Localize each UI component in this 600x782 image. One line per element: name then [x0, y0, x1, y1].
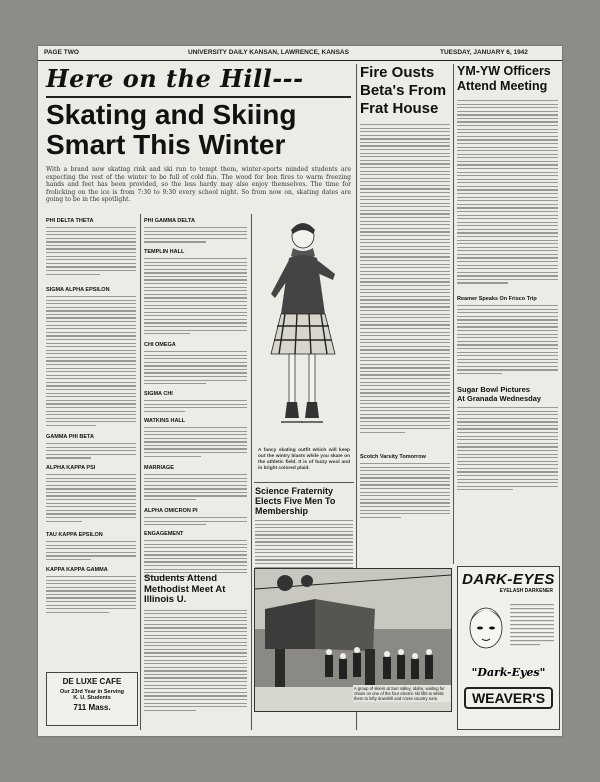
body-text-lines	[144, 227, 247, 249]
section-tau-kappa-epsilon: TAU KAPPA EPSILON	[46, 532, 103, 538]
sugar-bowl-headline-2: At Granada Wednesday	[457, 394, 542, 403]
section-chi-omega: CHI OMEGA	[144, 342, 176, 348]
body-text-lines	[457, 305, 558, 383]
body-text-lines	[144, 474, 247, 508]
story-rule	[254, 482, 354, 483]
page-label: PAGE TWO	[44, 49, 79, 56]
skating-lead: With a brand new skating rink and ski run to tempt them, winter-sports minded students are expecting the rest of the winter to be full of cold fun. The wood for bon fires to warm freezing hands and feet has been provided, so the less hardy may also enjoy themselves. The time for frolicking on the ice is from 7:30 to 9:30 every school night. So from now on, skating dates are going to be in the spotlight.	[46, 166, 351, 203]
skater-caption: A fancy skating outfit which will keep out the wintry blasts while you skate on the athletic field. It is of fuzzy wool and in bright colored plaid.	[258, 448, 350, 471]
dark-eyes-logo-small: "Dark-Eyes"	[471, 666, 546, 679]
headline-line-2: Smart This Winter	[46, 129, 286, 160]
society-column-2	[144, 218, 247, 588]
skater-illustration	[255, 214, 353, 454]
body-text-lines	[46, 576, 136, 626]
banner-text: Here on the Hill---	[46, 64, 304, 93]
column-rule	[251, 214, 252, 730]
methodist-story	[144, 574, 247, 720]
column-rule	[453, 64, 454, 564]
here-on-the-hill-banner	[46, 64, 351, 96]
section-engagement: ENGAGEMENT	[144, 531, 184, 537]
headline-line-1: Skating and Skiing	[46, 99, 297, 130]
skating-headline	[46, 100, 351, 160]
body-text-lines	[457, 407, 558, 499]
de-luxe-cafe-ad	[46, 672, 138, 726]
ym-yw-headline: YM-YW Officers Attend Meeting	[457, 64, 551, 93]
body-text-lines	[360, 463, 450, 527]
section-phi-gamma-delta: PHI GAMMA DELTA	[144, 218, 195, 224]
body-text-lines	[46, 474, 136, 532]
body-text-lines	[46, 296, 136, 434]
skater-fashion-drawing	[255, 214, 353, 454]
section-phi-delta-theta: PHI DELTA THETA	[46, 218, 94, 224]
body-text-lines	[360, 124, 450, 454]
methodist-headline: Students Attend Methodist Meet At Illinois U.	[144, 573, 226, 605]
body-text-lines	[144, 610, 247, 720]
section-alpha-omicron-pi: ALPHA OMICRON PI	[144, 508, 198, 514]
fire-headline: Fire Ousts Beta's From Frat House	[360, 64, 447, 117]
section-alpha-kappa-psi: ALPHA KAPPA PSI	[46, 465, 96, 471]
body-text-lines	[46, 541, 136, 567]
cafe-name: DE LUXE CAFE	[62, 677, 122, 686]
society-column-1	[46, 218, 136, 626]
masthead	[38, 46, 562, 61]
ym-yw-story	[457, 64, 558, 499]
body-text-lines	[46, 443, 136, 465]
section-kappa-kappa-gamma: KAPPA KAPPA GAMMA	[46, 567, 108, 573]
body-text-lines	[144, 258, 247, 342]
section-sigma-chi: SIGMA CHI	[144, 391, 173, 397]
body-text-lines	[144, 517, 247, 531]
dark-eyes-ad	[457, 566, 560, 730]
section-gamma-phi-beta: GAMMA PHI BETA	[46, 434, 94, 440]
column-rule	[140, 214, 141, 730]
section-sigma-alpha-epsilon: SIGMA ALPHA EPSILON	[46, 287, 110, 293]
woman-portrait-illustration	[458, 594, 559, 660]
section-marriage: MARRIAGE	[144, 465, 174, 471]
cafe-address: 711 Mass.	[73, 703, 111, 712]
reamer-subhead: Reamer Speaks On Frisco Trip	[457, 296, 537, 302]
body-text-lines	[457, 100, 558, 296]
issue-date: TUESDAY, JANUARY 6, 1942	[440, 49, 528, 56]
dark-eyes-tagline: EYELASH DARKENER	[499, 588, 553, 594]
cafe-line-2: K. U. Students	[73, 695, 111, 701]
science-headline: Science Fraternity Elects Five Men To Membership	[255, 486, 336, 516]
sugar-bowl-headline-1: Sugar Bowl Pictures	[457, 385, 530, 394]
body-text-lines	[144, 400, 247, 418]
photo-caption: A group of skiers at Sun Valley, Idaho, waiting for chairs on one of the four electric ski lifts to whisk them to lofty downhill and cross-country runs.	[353, 685, 451, 702]
body-text-lines	[144, 427, 247, 465]
cafe-line-1: Our 23rd Year in Serving	[59, 689, 125, 695]
scotch-varsity-subhead: Scotch Varsity Tomorrow	[360, 454, 426, 460]
fire-story	[360, 64, 450, 527]
section-templin-hall: TEMPLIN HALL	[144, 249, 185, 255]
weavers-logo: WEAVER'S	[464, 687, 553, 709]
paper-title: UNIVERSITY DAILY KANSAN, LAWRENCE, KANSAS	[188, 49, 349, 56]
body-text-lines	[144, 351, 247, 391]
body-text-lines	[46, 227, 136, 287]
sun-valley-photo	[254, 568, 452, 712]
dark-eyes-brand: DARK-EYES	[462, 571, 555, 588]
banner-rule	[46, 96, 351, 98]
section-watkins-hall: WATKINS HALL	[144, 418, 186, 424]
newspaper-page	[38, 46, 562, 736]
